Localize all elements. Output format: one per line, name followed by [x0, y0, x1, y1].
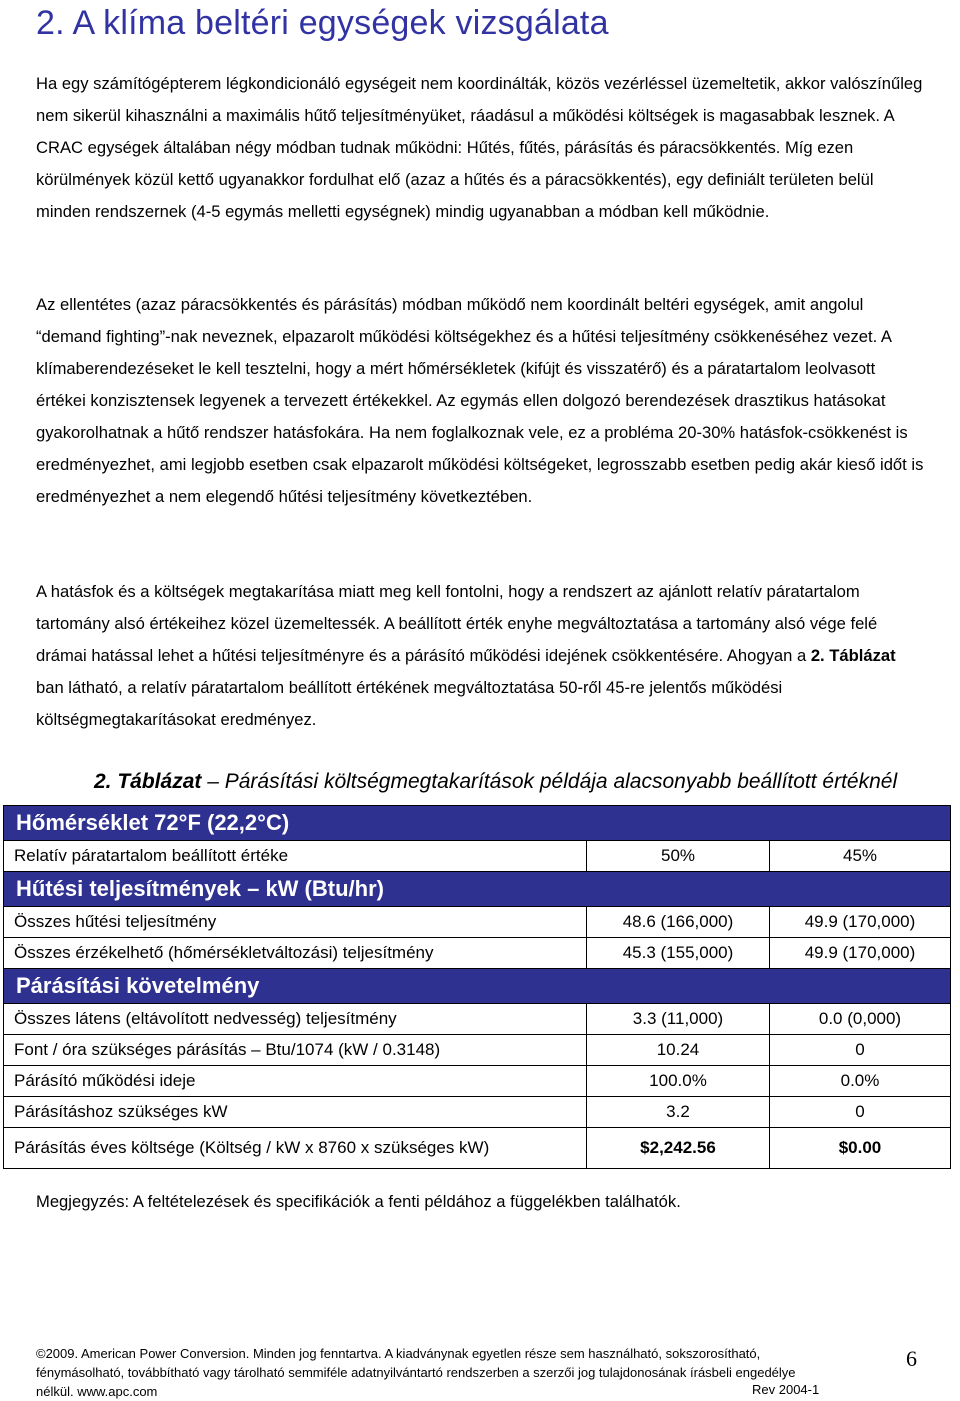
- table-caption: [94, 770, 897, 794]
- table-row: [4, 1004, 951, 1035]
- humidification-savings-table: [3, 805, 951, 1169]
- table-row: [4, 841, 951, 872]
- band-temperature: [4, 806, 951, 841]
- value-50: 3.3 (11,000): [587, 1004, 770, 1035]
- table-row: [4, 907, 951, 938]
- table-row: [4, 1066, 951, 1097]
- section-heading: 2. A klíma beltéri egységek vizsgálata: [36, 4, 609, 42]
- row-label: Párásító működési ideje: [4, 1066, 587, 1097]
- row-label: Relatív páratartalom beállított értéke: [4, 841, 587, 872]
- row-label: Összes érzékelhető (hőmérsékletváltozási) teljesítmény: [4, 938, 587, 969]
- band-temperature-label: Hőmérséklet 72°F (22,2°C): [4, 806, 951, 841]
- row-label: Párásításhoz szükséges kW: [4, 1097, 587, 1128]
- band-cooling-label: Hűtési teljesítmények – kW (Btu/hr): [4, 872, 951, 907]
- page-number: 6: [906, 1346, 917, 1371]
- revision: Rev 2004-1: [752, 1382, 820, 1397]
- value-45: 49.9 (170,000): [770, 938, 951, 969]
- value-45: 0.0%: [770, 1066, 951, 1097]
- caption-label: 2. Táblázat: [94, 770, 202, 793]
- table-row: [4, 1035, 951, 1066]
- value-50: 100.0%: [587, 1066, 770, 1097]
- band-cooling: [4, 872, 951, 907]
- note: Megjegyzés: A feltételezések és specifikációk a fenti példához a függelékben találhatók.: [36, 1192, 681, 1211]
- band-humidification-label: Párásítási követelmény: [4, 969, 951, 1004]
- value-45: $0.00: [770, 1128, 951, 1169]
- row-label: Font / óra szükséges párásítás – Btu/1074 (kW / 0.3148): [4, 1035, 587, 1066]
- caption-text: Párásítási költségmegtakarítások példája alacsonyabb beállított értéknél: [224, 770, 898, 793]
- table-row: [4, 1128, 951, 1169]
- paragraph-savings-part2: ban látható, a relatív páratartalom beállított értékének megváltoztatása 50-ről 45-re jelentős működési költségmegtakarításokat eredményez.: [36, 678, 783, 729]
- value-45: 49.9 (170,000): [770, 907, 951, 938]
- value-50: 48.6 (166,000): [587, 907, 770, 938]
- value-50: 50%: [587, 841, 770, 872]
- band-humidification: [4, 969, 951, 1004]
- value-45: 0: [770, 1097, 951, 1128]
- paragraph-intro: Ha egy számítógépterem légkondicionáló egységeit nem koordinálták, közös vezérléssel üzemeltetik, akkor valószínűleg nem sikerül kihasználni a maximális hűtő teljesítményüket, ráadásul a működési költségek is magasabbak lesznek. A CRAC egységek általában négy módban tudnak működni: Hűtés, fűtés, párásítás és páracsökkentés. Míg ezen körülmények közül kettő ugyanakkor fordulhat elő (azaz a hűtés és a páracsökkentés), egy definiált területen belül minden rendszernek (4-5 egymás melletti egységnek) mindig ugyanabban a módban kell működnie.: [36, 74, 923, 221]
- value-45: 45%: [770, 841, 951, 872]
- table-row: [4, 1097, 951, 1128]
- value-50: 45.3 (155,000): [587, 938, 770, 969]
- value-50: 3.2: [587, 1097, 770, 1128]
- paragraph-demand-fighting: Az ellentétes (azaz páracsökkentés és párásítás) módban működő nem koordinált beltéri egységek, amit angolul “demand fighting”-nak neveznek, elpazarolt működési költségekhez és a hűtési teljesítmény csökkenéséhez vezet. A klímaberendezéseket le kell tesztelni, hogy a mért hőmérsékletek (kifújt és visszatérő) és a páratartalom leolvasott értékei konzisztensek legyenek a tervezett értékekkel. Az egymás ellen dolgozó berendezések drasztikus hatásokat gyakorolhatnak a hűtő rendszer hatásfokára. Ha nem foglalkoznak vele, ez a probléma 20-30% hatásfok-csökkenést is eredményezhet, ami legjobb esetben csak elpazarolt működési költségeket, legrosszabb esetben pedig akár kieső időt is eredményezhet a nem elegendő hűtési teljesítmény következtében.: [36, 295, 924, 506]
- value-50: $2,242.56: [587, 1128, 770, 1169]
- row-label: Összes látens (eltávolított nedvesség) teljesítmény: [4, 1004, 587, 1035]
- value-45: 0.0 (0,000): [770, 1004, 951, 1035]
- row-label: Összes hűtési teljesítmény: [4, 907, 587, 938]
- value-45: 0: [770, 1035, 951, 1066]
- paragraph-savings-part1: A hatásfok és a költségek megtakarítása miatt meg kell fontolni, hogy a rendszert az ajánlott relatív páratartalom tartomány alsó értékeihez közel üzemeltessék. A beállított érték enyhe megváltoztatása a tartomány alsó vége felé drámai hatással lehet a hűtési teljesítményre és a párásító működési idejének csökkentésére. Ahogyan a: [36, 582, 878, 665]
- footer-copyright: ©2009. American Power Conversion. Minden jog fenntartva. A kiadványnak egyetlen része sem használható, sokszorosítható, fénymásolható, továbbítható vagy tárolható semmiféle adatnyilvántartó rendszerben a szerzői jog tulajdonosának írásbeli engedélye nélkül. www.apc.com: [36, 1346, 796, 1399]
- caption-dash: –: [201, 770, 225, 793]
- value-50: 10.24: [587, 1035, 770, 1066]
- row-label: Párásítás éves költsége (Költség / kW x 8760 x szükséges kW): [4, 1128, 587, 1169]
- paragraph-savings: [36, 576, 926, 736]
- table-reference: 2. Táblázat: [810, 646, 896, 665]
- table-row: [4, 938, 951, 969]
